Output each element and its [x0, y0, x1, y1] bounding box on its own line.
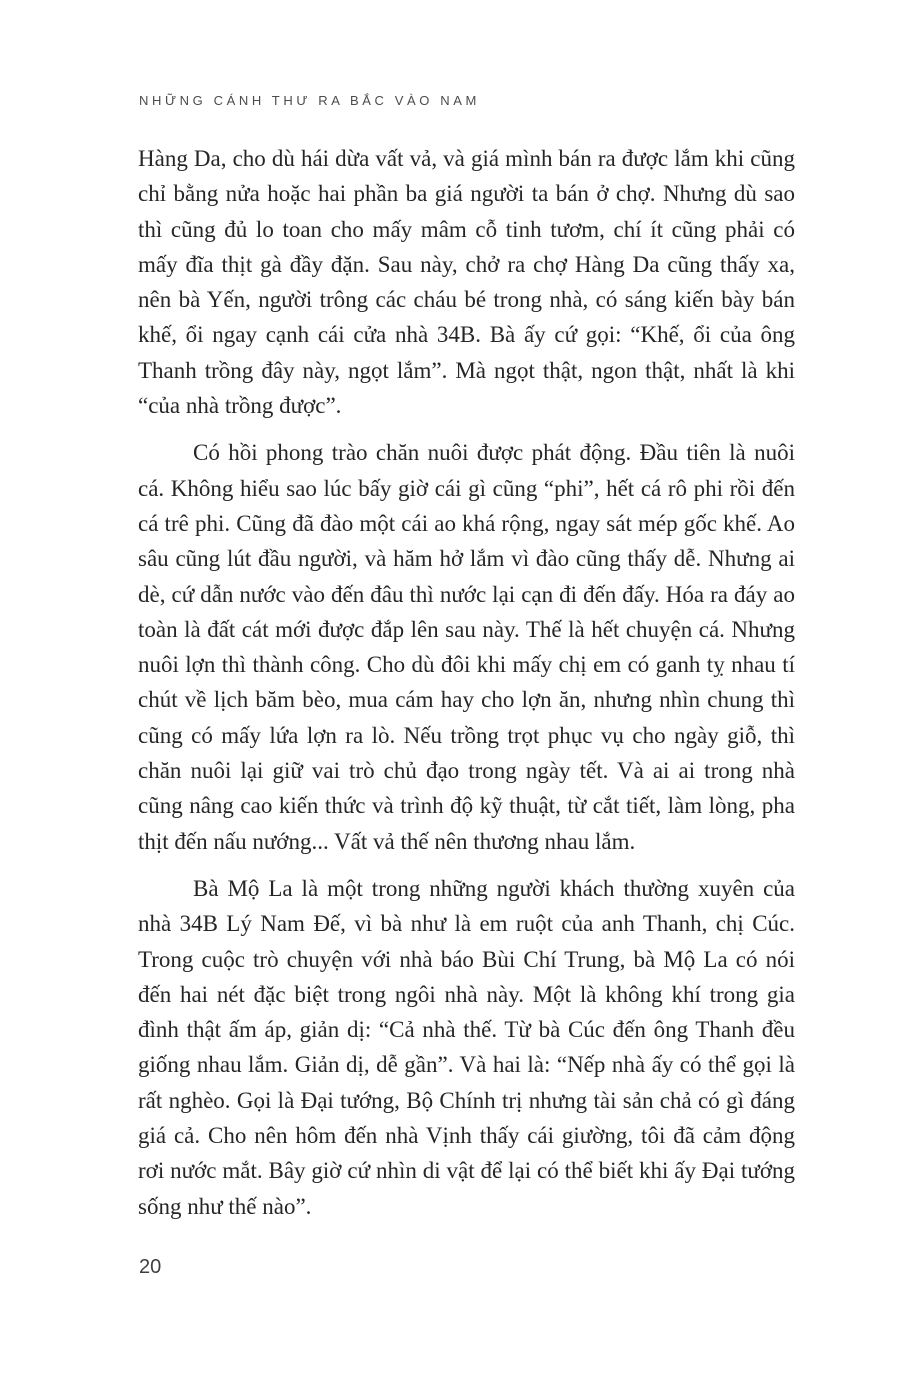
body-paragraph: Có hồi phong trào chăn nuôi được phát động. Đầu tiên là nuôi cá. Không hiểu sao lúc bấy giờ cái gì cũng “phi”, hết cá rô phi rồi đến cá trê phi. Cũng đã đào một cái ao khá rộng, ngay sát mép gốc khế. Ao sâu cũng lút đầu người, và hăm hở lắm vì đào cũng thấy dễ. Nhưng ai dè, cứ dẫn nước vào đến đâu thì nước lại cạn đi đến đấy. Hóa ra đáy ao toàn là đất cát mới được đắp lên sau này. Thế là hết chuyện cá. Nhưng nuôi lợn thì thành công. Cho dù đôi khi mấy chị em có ganh tỵ nhau tí chút về lịch băm bèo, mua cám hay cho lợn ăn, nhưng nhìn chung thì cũng có mấy lứa lợn ra lò. Nếu trồng trọt phục vụ cho ngày giỗ, thì chăn nuôi lại giữ vai trò chủ đạo trong ngày tết. Và ai ai trong nhà cũng nâng cao kiến thức và trình độ kỹ thuật, từ cắt tiết, làm lòng, pha thịt đến nấu nướng... Vất vả thế nên thương nhau lắm. [138, 440, 795, 854]
page-number: 20 [139, 1256, 162, 1278]
body-paragraph: Hàng Da, cho dù hái dừa vất vả, và giá mình bán ra được lắm khi cũng chỉ bằng nửa hoặc hai phần ba giá người ta bán ở chợ. Nhưng dù sao thì cũng đủ lo toan cho mấy mâm cỗ tinh tươm, chí ít cũng phải có mấy đĩa thịt gà đầy đặn. Sau này, chở ra chợ Hàng Da cũng thấy xa, nên bà Yến, người trông các cháu bé trong nhà, có sáng kiến bày bán khế, ổi ngay cạnh cái cửa nhà 34B. Bà ấy cứ gọi: “Khế, ổi của ông Thanh trồng đây này, ngọt lắm”. Mà ngọt thật, ngon thật, nhất là khi “của nhà trồng được”. [138, 146, 795, 419]
page-body [138, 141, 795, 1236]
body-paragraph: Bà Mộ La là một trong những người khách thường xuyên của nhà 34B Lý Nam Đế, vì bà như là em ruột của anh Thanh, chị Cúc. Trong cuộc trò chuyện với nhà báo Bùi Chí Trung, bà Mộ La có nói đến hai nét đặc biệt trong ngôi nhà này. Một là không khí trong gia đình thật ấm áp, giản dị: “Cả nhà thế. Từ bà Cúc đến ông Thanh đều giống nhau lắm. Giản dị, dễ gần”. Và hai là: “Nếp nhà ấy có thể gọi là rất nghèo. Gọi là Đại tướng, Bộ Chính trị nhưng tài sản chả có gì đáng giá cả. Cho nên hôm đến nhà Vịnh thấy cái giường, tôi đã cảm động rơi nước mắt. Bây giờ cứ nhìn di vật để lại có thể biết khi ấy Đại tướng sống như thế nào”. [138, 875, 795, 1219]
running-header: NHỮNG CÁNH THƯ RA BẮC VÀO NAM [139, 93, 480, 108]
